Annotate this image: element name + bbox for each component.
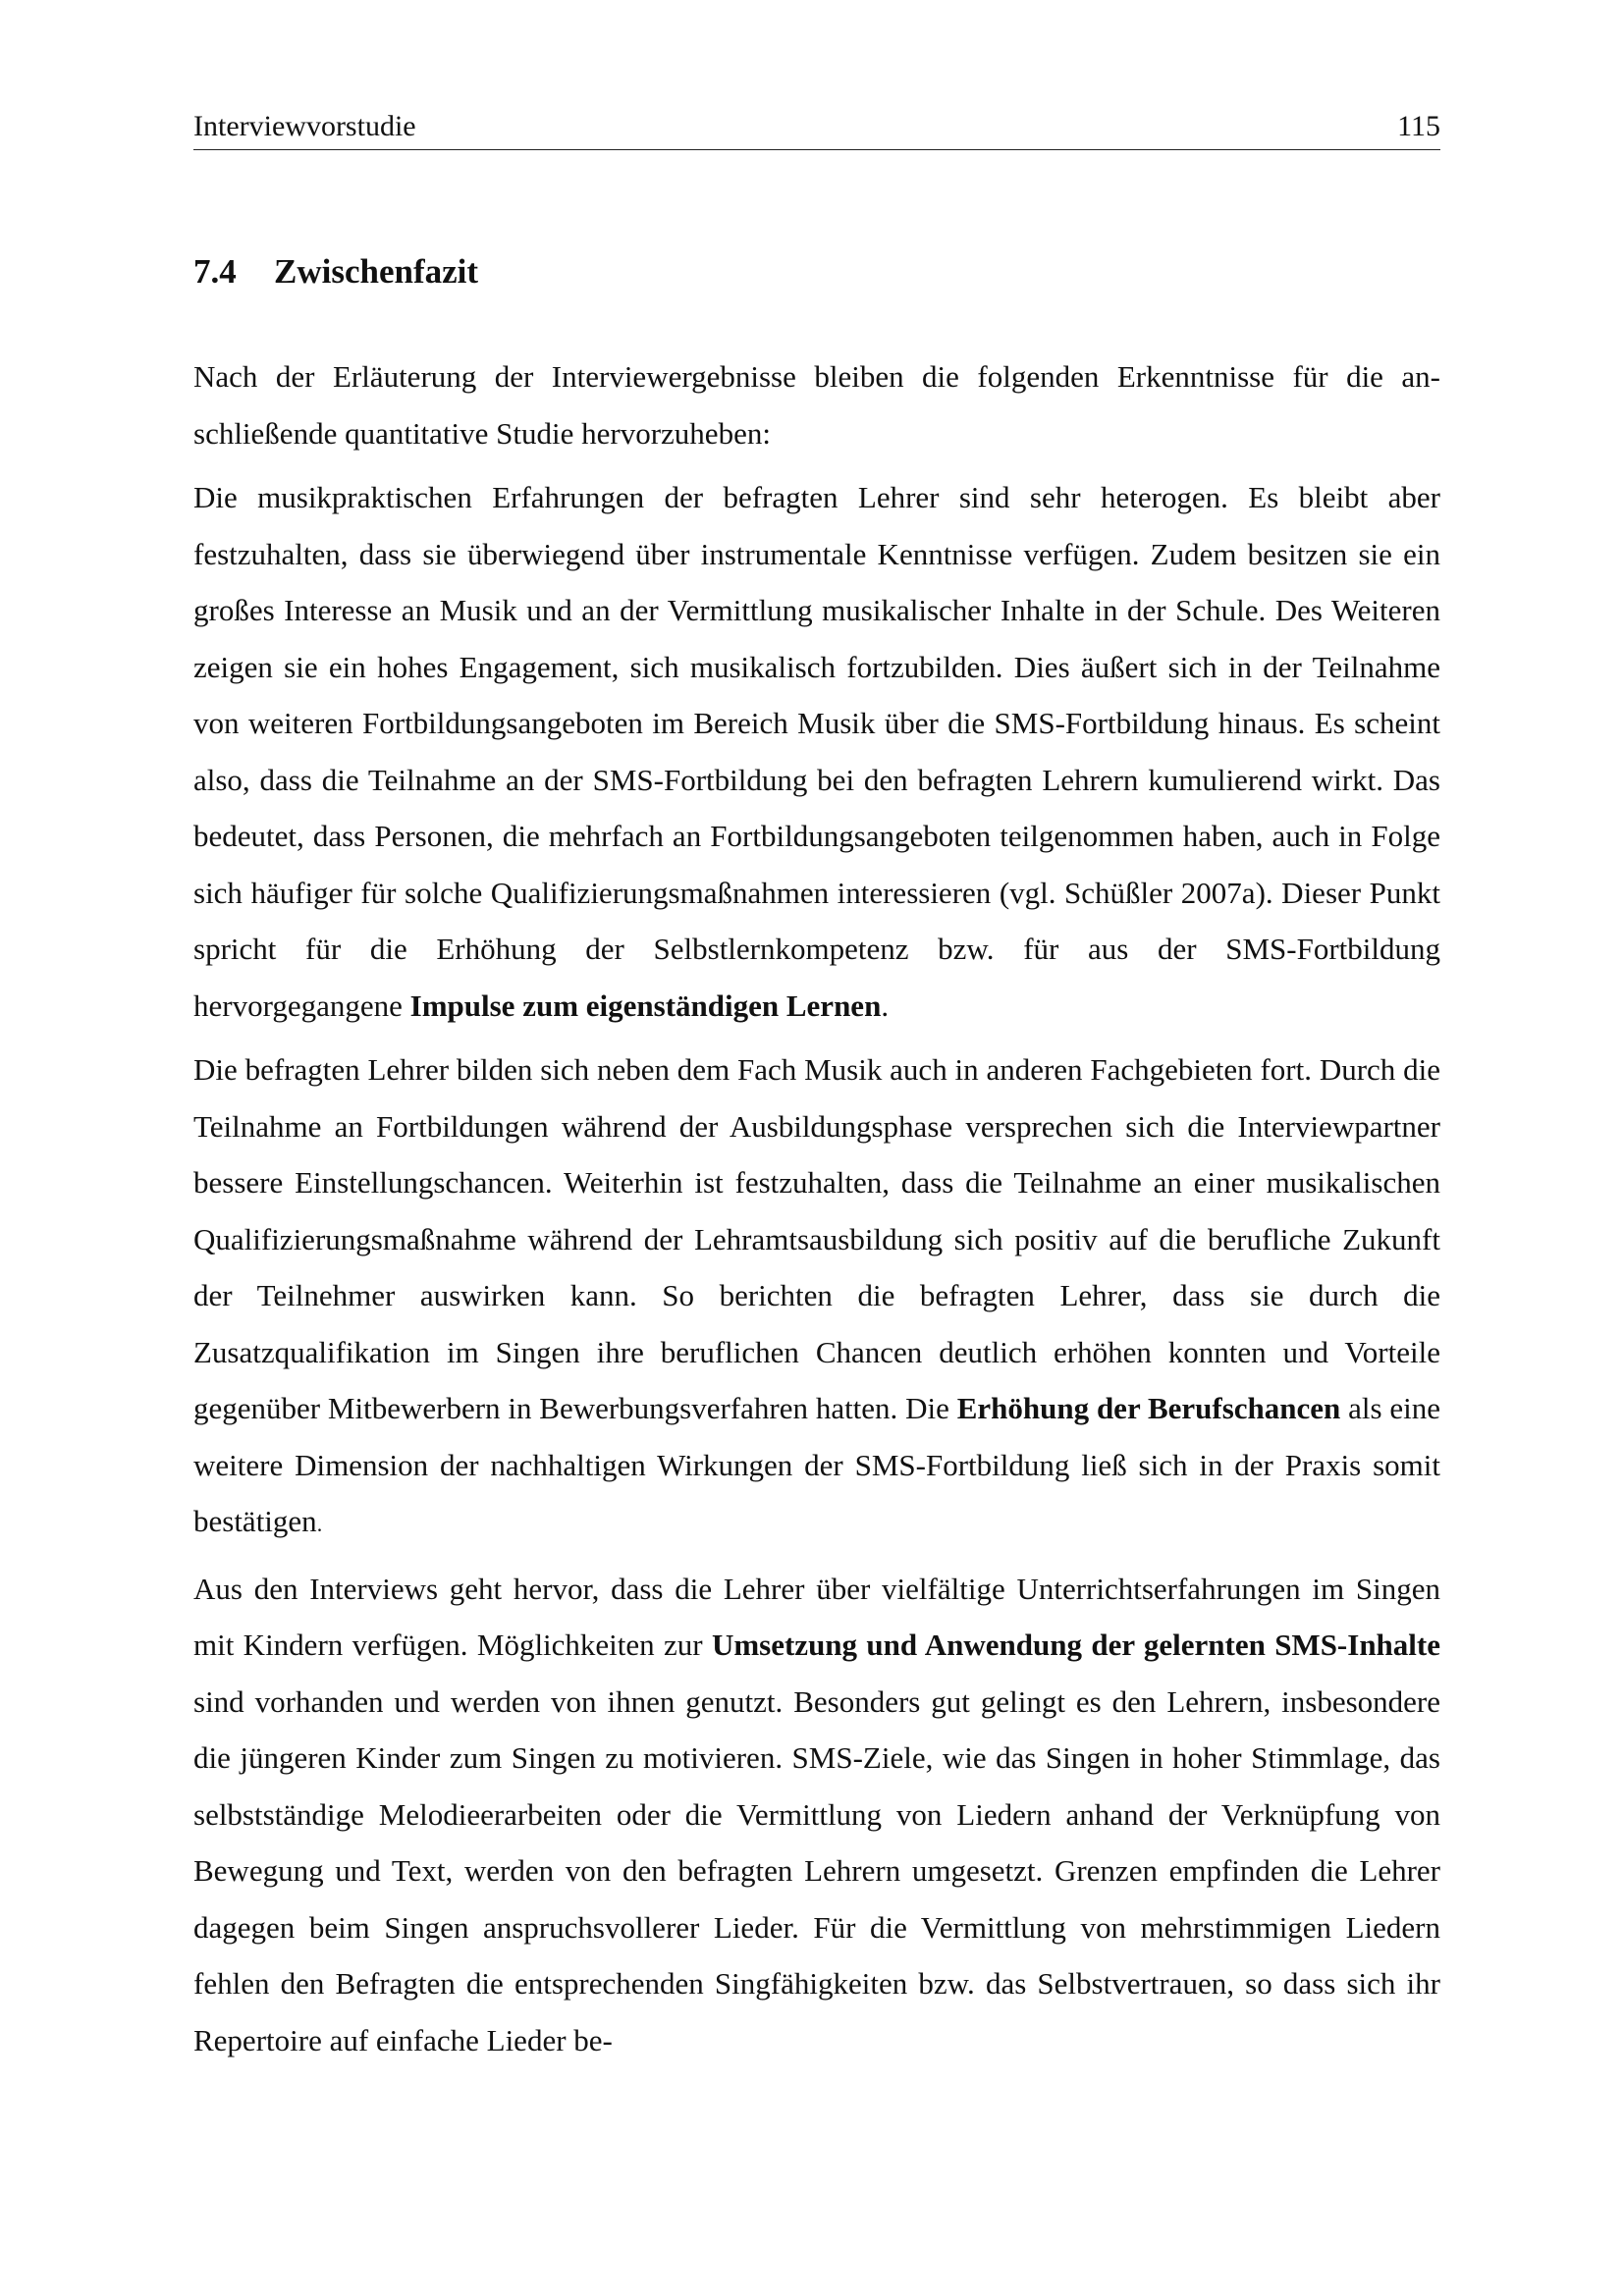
- page-number: 115: [1397, 110, 1440, 142]
- section-title: Zwischenfazit: [274, 252, 479, 291]
- emphasis-career-chances: Erhöhung der Berufschancen: [956, 1391, 1341, 1425]
- paragraph-text: sind vorhanden und werden von ihnen genutzt. Besonders gut gelingt es den Lehrern, insbesondere die jüngeren Kinder zum Singen zu motivieren. SMS-Ziele, wie das Singen in hoher Stimmlage, das selbstständige Melodieerarbeiten oder die Vermittlung von Liedern anhand der Verknüpfung von Bewegung und Text, werden von den befragten Lehrern umgesetzt. Grenzen empfinden die Lehrer dagegen beim Singen anspruchsvollerer Lieder. Für die Vermittlung von mehrstimmigen Liedern fehlen den Befragten die entsprechenden Singfähigkeiten bzw. das Selbstvertrauen, so dass sich ihr Repertoire auf einfache Lieder be-: [193, 1683, 1440, 2057]
- emphasis-impulse: Impulse zum eigenständigen Lernen: [409, 988, 882, 1023]
- paragraph-text: Die befragten Lehrer bilden sich neben dem Fach Musik auch in anderen Fachgebieten fort. Durch die Teilnahme an Fortbildungen während der Ausbildungsphase versprechen sich die Interviewpartner bessere Einstellungschancen. Weiterhin ist festzuhalten, dass die Teilnahme an einer musikalischen Qualifizierungsmaßnahme während der Lehramtsausbildung sich positiv auf die berufliche Zukunft der Teilnehmer auswirken kann. So berichten die befragten Lehrer, dass sie durch die Zusatzqualifikation im Singen ihre beruflichen Chancen deutlich erhöhen konnten und Vorteile gegenüber Mitbewerbern in Bewerbungsverfahren hatten. Die: [193, 1052, 1440, 1425]
- running-header: [193, 110, 1440, 150]
- paragraph-career: [193, 1041, 1440, 1553]
- section-heading: [193, 251, 478, 293]
- emphasis-application: Umsetzung und Anwendung der gelernten SMS-Inhalte: [711, 1628, 1440, 1662]
- paragraph-text: Aus den Interviews geht hervor, dass die Lehrer über vielfältige Unterrichtserfahrungen im Singen mit Kindern verfügen. Möglichkeiten zur: [193, 1571, 1440, 1662]
- paragraph-period: .: [316, 1512, 323, 1536]
- paragraph-application: [193, 1561, 1440, 2069]
- paragraph-intro: Nach der Erläuterung der Interviewergebnisse bleiben die folgenden Erkenntnisse für die anschließende quantitative Studie hervorzuheben:: [193, 359, 1440, 451]
- paragraph-text: .: [881, 988, 890, 1023]
- running-title: Interviewvorstudie: [193, 110, 416, 142]
- paragraph-text: Die musikpraktischen Erfahrungen der befragten Lehrer sind sehr heterogen. Es bleibt aber festzuhalten, dass sie überwiegend über instrumentale Kenntnisse verfügen. Zudem besitzen sie ein großes Interesse an Musik und an der Vermittlung musikalischer Inhalte in der Schule. Des Weiteren zeigen sie ein hohes Engagement, sich musikalisch fortzubilden. Dies äußert sich in der Teilnahme von weiteren Fortbildungsangeboten im Bereich Musik über die SMS-Fortbildung hinaus. Es scheint also, dass die Teilnahme an der SMS-Fortbildung bei den befragten Lehrern kumulierend wirkt. Das bedeutet, dass Personen, die mehrfach an Fortbildungsangeboten teilgenommen haben, auch in Folge sich häufiger für solche Qualifizierungsmaßnahmen interessieren (vgl. Schüßler 2007a). Dieser Punkt spricht für die Erhöhung der Selbstlernkompetenz bzw. für aus der SMS-Fortbildung hervorgegangene: [193, 480, 1440, 1023]
- body-text: [193, 348, 1440, 2068]
- paragraph-text: als eine weitere Dimension der nachhaltigen Wirkungen der SMS-Fortbildung ließ sich in der Praxis somit bestätigen: [193, 1391, 1440, 1538]
- paragraph-experience: [193, 469, 1440, 1034]
- section-number: 7.4: [193, 252, 237, 291]
